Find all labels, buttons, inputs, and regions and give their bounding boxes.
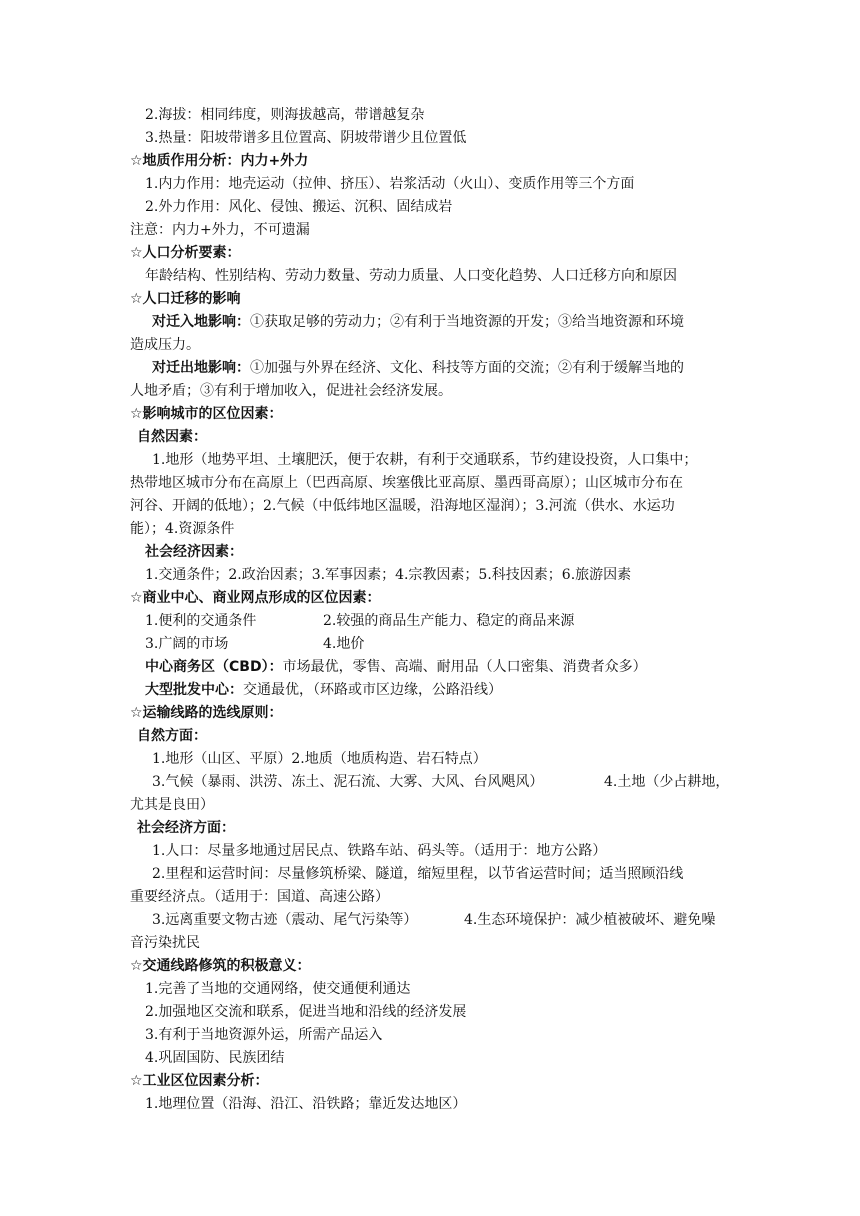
heat-item: 3.热量：阳坡带谱多且位置高、阴坡带谱少且位置低 (145, 130, 467, 146)
route-social-line4b: 4.生态环境保护：减少植被破坏、避免噪 (464, 912, 716, 928)
migration-out-line (152, 358, 684, 378)
cbd-line (145, 657, 647, 677)
migration-out-line2: 人地矛盾；③有利于增加收入，促进社会经济发展。 (130, 383, 452, 399)
wholesale-text: 交通最优，（环路或市区边缘，公路沿线） (243, 682, 502, 698)
commerce-item3: 3.广阔的市场 (145, 636, 229, 652)
city-natural-line1: 1.地形（地势平坦、土壤肥沃，便于农耕，有利于交通联系，节约建设投资，人口集中； (152, 452, 698, 468)
route-natural-line3: 尤其是良田） (130, 797, 214, 813)
route-social-line5: 音污染扰民 (130, 935, 200, 951)
migration-in-label: 对迁入地影响： (152, 314, 250, 330)
city-heading: ☆影响城市的区位因素： (130, 406, 283, 422)
migration-out-label: 对迁出地影响： (152, 360, 250, 376)
meaning-item3: 3.有利于当地资源外运，所需产品运入 (145, 1027, 383, 1043)
city-natural-line2: 热带地区城市分布在高原上（巴西高原、埃塞俄比亚高原、墨西哥高原）；山区城市分布在 (130, 475, 683, 491)
meaning-item1: 1.完善了当地的交通网络，使交通便利通达 (145, 981, 411, 997)
commerce-item2: 2.较强的商品生产能力、稳定的商品来源 (323, 613, 575, 629)
industry-item1: 1.地理位置（沿海、沿江、沿铁路；靠近发达地区） (145, 1096, 467, 1112)
route-social-line2: 2.里程和运营时间：尽量修筑桥梁、隧道，缩短里程，以节省运营时间；适当照顾沿线 (152, 866, 684, 882)
geology-item-internal: 1.内力作用：地壳运动（拉伸、挤压）、岩浆活动（火山）、变质作用等三个方面 (145, 176, 635, 192)
route-social-label: 社会经济方面： (137, 820, 235, 836)
route-natural-line2a: 3.气候（暴雨、洪涝、冻土、泥石流、大雾、大风、台风飓风） (152, 774, 544, 790)
wholesale-label: 大型批发中心： (145, 682, 243, 698)
route-social-line4a: 3.远离重要文物古迹（震动、尾气污染等） (152, 912, 418, 928)
route-heading: ☆运输线路的选线原则： (130, 705, 283, 721)
cbd-label: 中心商务区（CBD）： (145, 659, 283, 675)
route-natural-line2b: 4.土地（少占耕地， (604, 774, 730, 790)
route-natural-line1: 1.地形（山区、平原）2.地质（地质构造、岩石特点） (152, 751, 487, 767)
altitude-item: 2.海拔：相同纬度，则海拔越高，带谱越复杂 (145, 107, 425, 123)
city-social-label: 社会经济因素： (145, 544, 243, 560)
commerce-item4: 4.地价 (323, 636, 365, 652)
geology-note: 注意：内力+外力，不可遗漏 (130, 222, 310, 238)
meaning-item2: 2.加强地区交流和联系，促进当地和沿线的经济发展 (145, 1004, 467, 1020)
route-social-line1: 1.人口：尽量多地通过居民点、铁路车站、码头等。（适用于：地方公路） (152, 843, 607, 859)
migration-in-text: ①获取足够的劳动力；②有利于当地资源的开发；③给当地资源和环境 (250, 314, 684, 330)
commerce-item1: 1.便利的交通条件 (145, 613, 257, 629)
route-social-line3: 重要经济点。（适用于：国道、高速公路） (130, 889, 389, 905)
migration-heading: ☆人口迁移的影响 (130, 291, 241, 307)
geology-item-external: 2.外力作用：风化、侵蚀、搬运、沉积、固结成岩 (145, 199, 453, 215)
meaning-item4: 4.巩固国防、民族团结 (145, 1050, 285, 1066)
geology-heading: ☆地质作用分析：内力+外力 (130, 153, 309, 169)
city-natural-line4: 能）；4.资源条件 (130, 521, 235, 537)
population-body: 年龄结构、性别结构、劳动力数量、劳动力质量、人口变化趋势、人口迁移方向和原因 (145, 268, 677, 284)
cbd-text: 市场最优，零售、高端、耐用品（人口密集、消费者众多） (282, 659, 647, 675)
city-social-line: 1.交通条件；2.政治因素；3.军事因素；4.宗教因素；5.科技因素；6.旅游因素 (145, 567, 632, 583)
migration-in-line (152, 312, 684, 332)
city-natural-line3: 河谷、开阔的低地）；2.气候（中低纬地区温暖，沿海地区湿润）；3.河流（供水、水运功 (130, 498, 675, 514)
meaning-heading: ☆交通线路修筑的积极意义： (130, 958, 311, 974)
route-natural-label: 自然方面： (137, 728, 207, 744)
wholesale-line (145, 680, 502, 700)
commerce-heading: ☆商业中心、商业网点形成的区位因素： (130, 590, 381, 606)
migration-out-text: ①加强与外界在经济、文化、科技等方面的交流；②有利于缓解当地的 (250, 360, 684, 376)
industry-heading: ☆工业区位因素分析： (130, 1073, 269, 1089)
migration-in-line2: 造成压力。 (130, 337, 200, 353)
city-natural-label: 自然因素： (137, 429, 207, 445)
population-heading: ☆人口分析要素： (130, 245, 241, 261)
